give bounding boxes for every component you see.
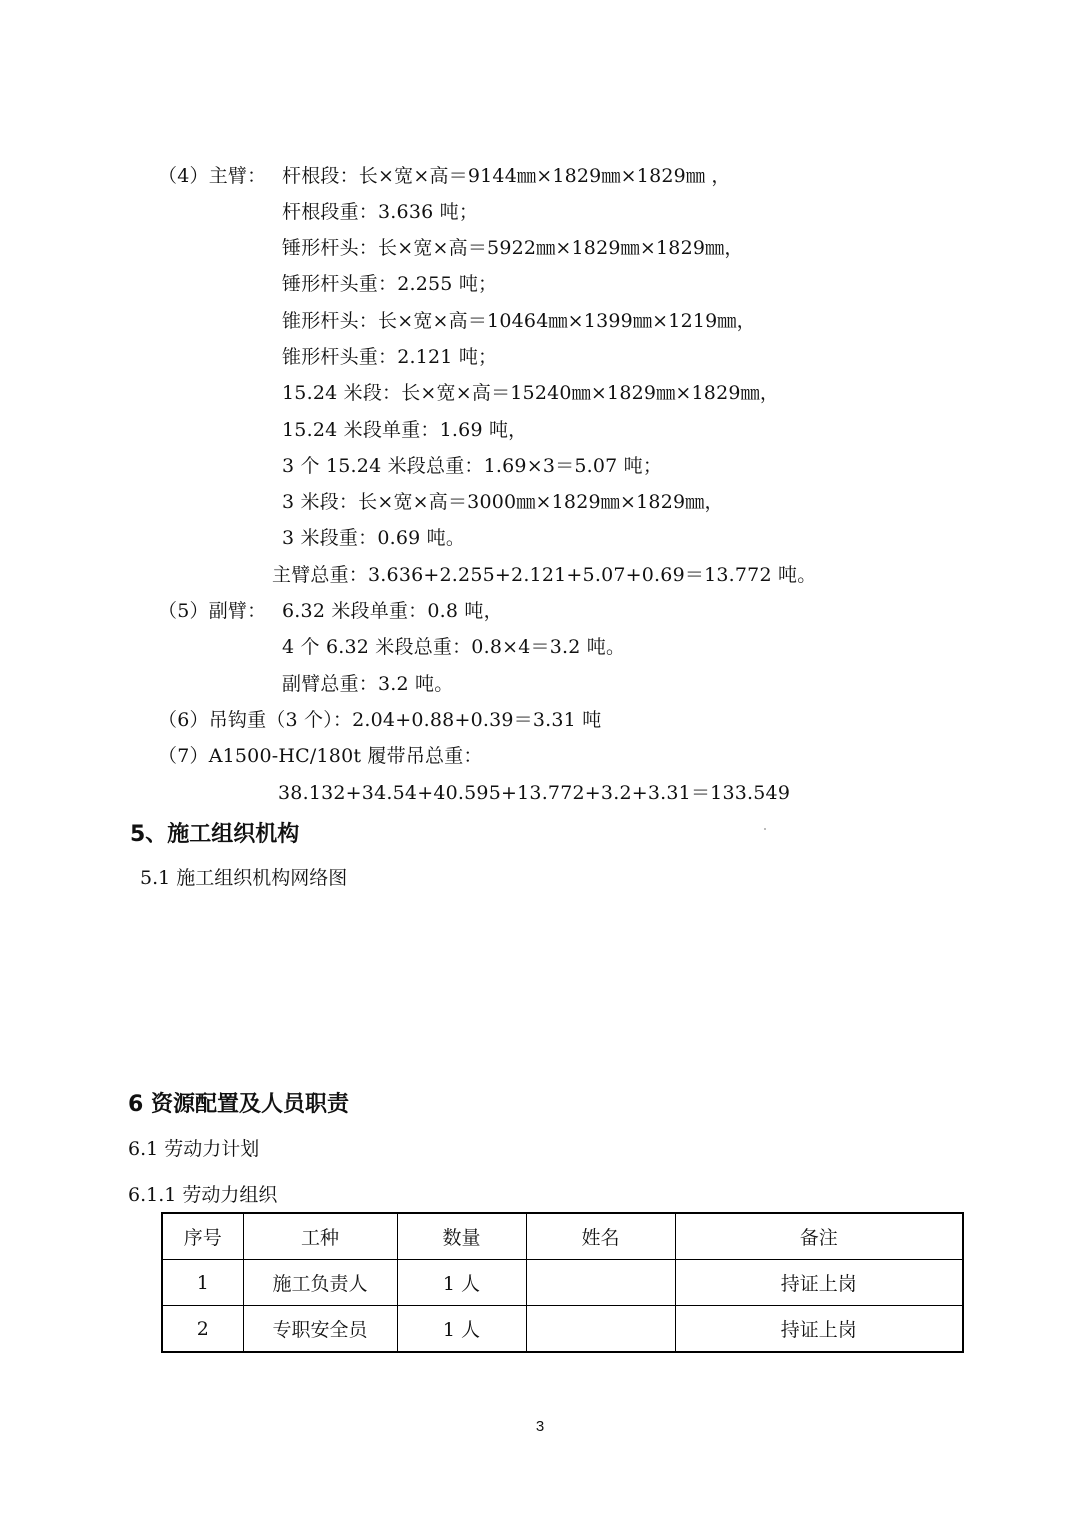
table-row (162, 1260, 963, 1306)
header-trade: 工种 (243, 1213, 397, 1260)
item-4-line-1: 杆根段：长×宽×高＝9144㎜×1829㎜×1829㎜ ， (282, 165, 731, 187)
item-5-line-3: 副臂总重：3.2 吨。 (282, 673, 454, 695)
item-4-line-10: 3 米段：长×宽×高＝3000㎜×1829㎜×1829㎜， (282, 491, 724, 513)
header-quantity: 数量 (397, 1213, 526, 1260)
cell-name (526, 1306, 675, 1353)
item-4-line-11: 3 米段重：0.69 吨。 (282, 527, 466, 549)
header-remarks: 备注 (675, 1213, 963, 1260)
table-header-row (162, 1213, 963, 1260)
stray-mark (764, 828, 766, 830)
item-5-line-1: 6.32 米段单重：0.8 吨， (282, 600, 503, 622)
cell-quantity: 1 人 (397, 1260, 526, 1306)
page-number: 3 (535, 1418, 545, 1435)
cell-index: 2 (162, 1306, 243, 1353)
item-5-line-2: 4 个 6.32 米段总重：0.8×4＝3.2 吨。 (282, 636, 626, 658)
section-6-1-heading: 6.1 劳动力计划 (128, 1138, 260, 1160)
table-row (162, 1306, 963, 1353)
cell-quantity: 1 人 (397, 1306, 526, 1353)
cell-remarks: 持证上岗 (675, 1306, 963, 1353)
section-5-heading: 5、施工组织机构 (130, 822, 300, 847)
item-4-line-2: 杆根段重：3.636 吨； (282, 201, 479, 223)
section-6-1-1-heading: 6.1.1 劳动力组织 (128, 1184, 278, 1206)
item-6-text: （6）吊钩重（3 个）：2.04+0.88+0.39＝3.31 吨 (158, 709, 602, 731)
section-5-1-heading: 5.1 施工组织机构网络图 (140, 867, 348, 889)
cell-trade: 专职安全员 (243, 1306, 397, 1353)
labor-table (161, 1212, 964, 1353)
header-name: 姓名 (526, 1213, 675, 1260)
item-4-line-9: 3 个 15.24 米段总重：1.69×3＝5.07 吨； (282, 455, 663, 477)
item-5-label: （5）副臂： (158, 600, 267, 622)
item-7-formula: 38.132+34.54+40.595+13.772+3.2+3.31＝133.549 (278, 782, 791, 804)
cell-trade: 施工负责人 (243, 1260, 397, 1306)
item-4-line-4: 锤形杆头重：2.255 吨； (282, 273, 498, 295)
item-4-line-8: 15.24 米段单重：1.69 吨， (282, 419, 528, 441)
item-4-line-7: 15.24 米段：长×宽×高＝15240㎜×1829㎜×1829㎜， (282, 382, 780, 404)
section-6-heading: 6 资源配置及人员职责 (128, 1092, 349, 1117)
cell-name (526, 1260, 675, 1306)
item-4-total: 主臂总重：3.636+2.255+2.121+5.07+0.69＝13.772 吨。 (272, 564, 817, 586)
item-4-line-5: 锥形杆头：长×宽×高＝10464㎜×1399㎜×1219㎜， (282, 310, 756, 332)
item-7-label: （7）A1500-HC/180t 履带吊总重： (158, 745, 483, 767)
cell-remarks: 持证上岗 (675, 1260, 963, 1306)
cell-index: 1 (162, 1260, 243, 1306)
item-4-line-3: 锤形杆头：长×宽×高＝5922㎜×1829㎜×1829㎜， (282, 237, 744, 259)
header-index: 序号 (162, 1213, 243, 1260)
item-4-line-6: 锥形杆头重：2.121 吨； (282, 346, 498, 368)
item-4-label: （4）主臂： (158, 165, 267, 187)
